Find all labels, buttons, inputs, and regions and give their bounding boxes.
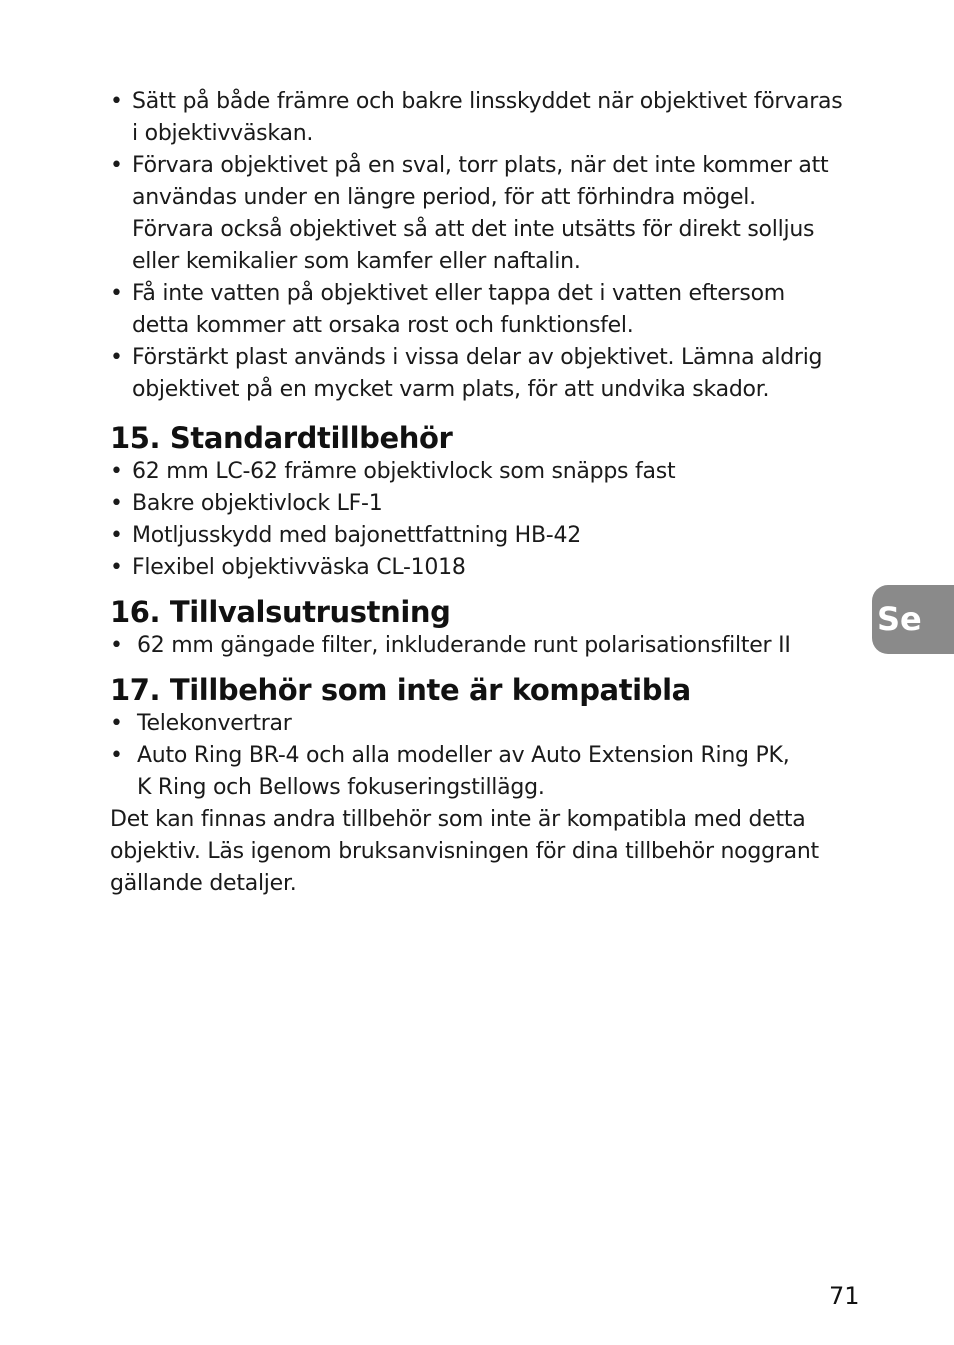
list-item-line: 62 mm gängade filter, inkluderande runt polarisationsfilter II <box>137 633 791 658</box>
list-item <box>110 86 855 150</box>
incompatible-accessories-list <box>110 708 855 804</box>
list-item <box>110 456 855 488</box>
list-item <box>110 150 855 278</box>
list-item <box>110 520 855 552</box>
paragraph-line: objektiv. Läs igenom bruksanvisningen för dina tillbehör noggrant <box>110 839 819 864</box>
section-heading-standard-accessories: 15. Standardtillbehör <box>110 421 453 455</box>
list-item-line: Flexibel objektivväska CL-1018 <box>132 555 466 580</box>
list-item <box>110 278 855 342</box>
bullet-glyph: • <box>110 459 123 484</box>
bullet-glyph: • <box>110 633 123 658</box>
bullet-glyph: • <box>110 281 123 306</box>
page-content <box>110 86 855 900</box>
bullet-glyph: • <box>110 711 123 736</box>
bullet-glyph: • <box>110 345 123 370</box>
list-item-line: Telekonvertrar <box>137 711 292 736</box>
list-item-line: K Ring och Bellows fokuseringstillägg. <box>137 775 545 800</box>
page-number: 71 <box>829 1282 860 1310</box>
optional-equipment-list <box>110 630 855 662</box>
standard-accessories-list <box>110 456 855 584</box>
list-item-line: objektivet på en mycket varm plats, för att undvika skador. <box>132 377 770 402</box>
bullet-glyph: • <box>110 491 123 516</box>
list-item <box>110 740 855 804</box>
list-item <box>110 488 855 520</box>
compatibility-note-paragraph <box>110 804 855 900</box>
section-heading-optional-equipment: 16. Tillvalsutrustning <box>110 595 451 629</box>
list-item-line: 62 mm LC-62 främre objektivlock som snäpps fast <box>132 459 676 484</box>
list-item-line: detta kommer att orsaka rost och funktionsfel. <box>132 313 634 338</box>
list-item-line: Auto Ring BR-4 och alla modeller av Auto Extension Ring PK, <box>137 743 790 768</box>
intro-bullet-list <box>110 86 855 406</box>
paragraph-line: gällande detaljer. <box>110 871 297 896</box>
list-item <box>110 552 855 584</box>
bullet-glyph: • <box>110 743 123 768</box>
list-item <box>110 342 855 406</box>
list-item-line: Motljusskydd med bajonettfattning HB-42 <box>132 523 581 548</box>
section-heading-incompatible-accessories: 17. Tillbehör som inte är kompatibla <box>110 673 691 707</box>
bullet-glyph: • <box>110 89 123 114</box>
bullet-glyph: • <box>110 523 123 548</box>
list-item-line: Bakre objektivlock LF-1 <box>132 491 383 516</box>
list-item <box>110 630 855 662</box>
list-item-line: Förvara också objektivet så att det inte utsätts för direkt solljus <box>132 217 815 242</box>
list-item-line: användas under en längre period, för att förhindra mögel. <box>132 185 756 210</box>
bullet-glyph: • <box>110 555 123 580</box>
list-item-line: Få inte vatten på objektivet eller tappa det i vatten eftersom <box>132 281 785 306</box>
list-item-line: i objektivväskan. <box>132 121 314 146</box>
bullet-glyph: • <box>110 153 123 178</box>
language-tab: Se <box>872 585 954 654</box>
list-item-line: eller kemikalier som kamfer eller naftalin. <box>132 249 581 274</box>
list-item-line: Förstärkt plast används i vissa delar av objektivet. Lämna aldrig <box>132 345 823 370</box>
list-item-line: Förvara objektivet på en sval, torr plats, när det inte kommer att <box>132 153 829 178</box>
list-item-line: Sätt på både främre och bakre linsskyddet när objektivet förvaras <box>132 89 843 114</box>
paragraph-line: Det kan finnas andra tillbehör som inte är kompatibla med detta <box>110 807 806 832</box>
list-item <box>110 708 855 740</box>
